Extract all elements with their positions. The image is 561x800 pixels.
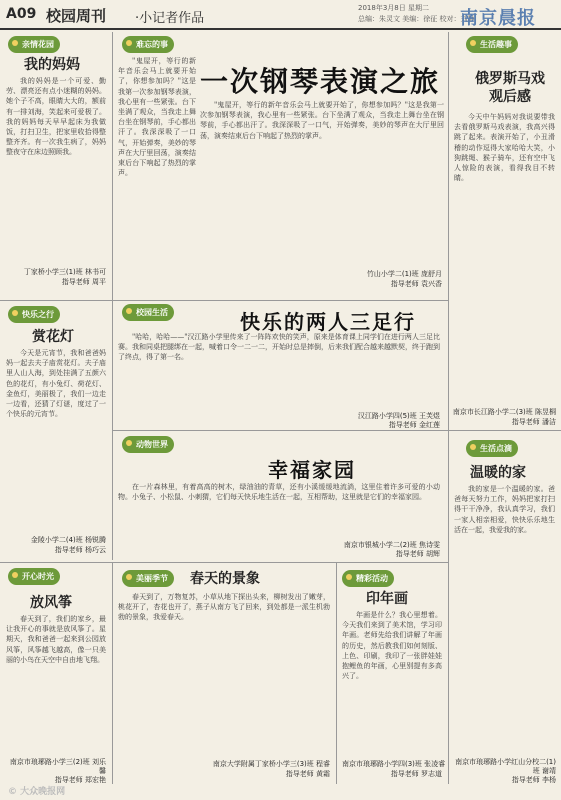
teacher-warm-home: 指导老师 李杨 xyxy=(511,776,556,784)
article-text-piano: "鬼屋开，等行的新年音乐会马上就要开始了，你想参加吗？"这是我第一次参加钢琴表演，我心里有一些紧张。台下坐满了观众，当我走上舞台坐在钢琴前，手心都出汗了。我深深吸了一口气，开始弹奏，美妙的琴声在大厅里回荡，演奏结束后台下响起了热烈的掌声。 xyxy=(118,57,196,178)
article-text-warm-home: 我的家是一个温暖的家。爸爸每天努力工作，妈妈把家打扫得干干净净，我认真学习，我们一家人相亲相爱，快快乐乐地生活在一起，我爱我的家。 xyxy=(454,485,555,534)
article-title-relay: 快乐的两人三足行 xyxy=(240,310,416,334)
teacher-kite: 指导老师 郑宏艳 xyxy=(54,776,106,784)
article-text-piano-cont: "鬼屋开，等行的新年音乐会马上就要开始了，你想参加吗？"这是我第一次参加钢琴表演，我心里有一些紧张。台下坐满了观众，当我走上舞台坐在钢琴前，手心都出汗了。我深深吸了一口气，开始弹奏，美妙的琴声在大厅里回荡，演奏结束后台下响起了热烈的掌声。 xyxy=(200,101,444,140)
section-divider xyxy=(0,300,112,301)
badge-memorable: 难忘的事 xyxy=(122,36,174,53)
article-text-circus: 今天中午妈妈对我说要带我去看俄罗斯马戏表演，我高兴得跳了起来。表演开始了，小丑滑稽的动作逗得大家哈哈大笑，小狗跳绳、猴子骑车，还有空中飞人惊险的表演，看得我目不转睛。 xyxy=(454,113,555,183)
author-new-year-print: 南京市琅琊路小学四(3)班 张凌睿 xyxy=(342,760,446,768)
article-title-piano: 一次钢琴表演之旅 xyxy=(200,65,441,98)
teacher-spring: 指导老师 黄霜 xyxy=(285,770,330,778)
column-divider xyxy=(112,32,113,300)
section-divider xyxy=(112,430,448,431)
watermark: © 大众晚报网 xyxy=(8,787,66,797)
column-divider xyxy=(448,32,449,784)
article-text-lantern-show: 今天是元宵节，我和爸爸妈妈一起去夫子庙赏花灯。夫子庙里人山人海，到处挂满了五颜六色的花灯，有小兔灯、荷花灯、金鱼灯，美丽极了，我们一边走一边看，还猜了灯谜，度过了一个快乐的元宵节。 xyxy=(6,349,106,419)
author-circus: 南京市长江路小学二(3)班 陈昱桐 xyxy=(452,408,556,416)
article-title-warm-home: 温暖的家 xyxy=(470,465,526,481)
section-title: 校园周刊 xyxy=(46,7,107,25)
subsection-title: ·小记者作品 xyxy=(135,11,205,26)
article-text-new-year-print: 年画是什么？我心里想着。今天我们来到了美术馆，学习印年画。老师先给我们讲解了年画的历史，然后教我们如何刻版、上色、印刷，我印了一张胖娃娃抱鲤鱼的年画，心里别提有多高兴了。 xyxy=(342,611,442,681)
column-divider xyxy=(336,562,337,784)
article-text-home: 在一片森林里，有着高高的树木，绿油油的青草，还有小溪缓缓地流淌，这里住着许多可爱的小动物。小兔子、小松鼠、小刺猬，它们每天快乐地生活在一起，互相帮助，这里就是它们的幸福家园。 xyxy=(118,483,440,502)
article-title-spring: 春天的景象 xyxy=(190,571,260,587)
teacher-circus: 指导老师 潘洁 xyxy=(511,418,556,426)
author-lantern-show: 金陵小学二(4)班 杨锐腾 xyxy=(30,536,106,544)
page-number: A09 xyxy=(6,6,37,22)
badge-seasons: 美丽季节 xyxy=(122,570,174,587)
section-divider xyxy=(448,430,561,431)
editor-credits: 总编：朱灵文 美编：徐征 校对：刘静 xyxy=(358,15,475,23)
badge-activities: 精彩活动 xyxy=(342,570,394,587)
section-divider xyxy=(0,562,448,563)
section-divider xyxy=(112,300,448,301)
column-divider xyxy=(112,562,113,784)
article-text-spring: 春天到了，万物复苏，小草从地下探出头来，柳树发出了嫩芽，桃花开了，杏花也开了，燕子从南方飞了回来，到处都是一派生机勃勃的景象，我爱春天。 xyxy=(118,593,330,622)
badge-happy-time: 开心时光 xyxy=(8,568,60,585)
author-kite: 南京市琅琊路小学三(2)班 刘乐馨 xyxy=(9,758,106,775)
badge-daily-life: 生活点滴 xyxy=(466,440,518,457)
teacher-piano: 指导老师 袁兴香 xyxy=(390,280,442,288)
author-piano: 竹山小学二(1)班 庞舒月 xyxy=(366,270,442,278)
article-text-kite: 春天到了，我们的家乡，最让我开心的事就是放风筝了。星期天，我和爸爸一起来到公园放风筝，风筝越飞越高，像一只美丽的小鸟在天空中自由地飞翔。 xyxy=(6,615,106,664)
badge-family: 亲情花园 xyxy=(8,36,60,53)
article-title-circus: 俄罗斯马戏观后感 xyxy=(475,71,545,105)
author-warm-home: 南京市琅琊路小学红山分校二(1)班 谢靖 xyxy=(455,758,556,775)
teacher-mom: 指导老师 周平 xyxy=(61,278,106,286)
author-mom: 丁家桥小学三(1)班 林书可 xyxy=(23,268,106,276)
newspaper-logo: 南京晨报 xyxy=(460,8,536,29)
author-spring: 南京大学附属丁家桥小学三(3)班 程睿 xyxy=(212,760,330,768)
badge-life: 生活趣事 xyxy=(466,36,518,53)
article-title-new-year-print: 印年画 xyxy=(366,591,408,607)
badge-campus: 校园生活 xyxy=(122,304,174,321)
teacher-relay: 指导老师 金红莲 xyxy=(388,421,440,429)
author-home: 南京市银城小学二(2)班 焦诗雯 xyxy=(343,541,440,549)
issue-date: 2018年3月8日 星期二 xyxy=(358,4,429,12)
article-title-home: 幸福家园 xyxy=(268,458,356,482)
article-title-mom: 我的妈妈 xyxy=(24,57,80,73)
teacher-home: 指导老师 胡辉 xyxy=(395,550,440,558)
article-title-kite: 放风筝 xyxy=(30,595,72,611)
teacher-new-year-print: 指导老师 罗志道 xyxy=(390,770,442,778)
badge-animals: 动物世界 xyxy=(122,436,174,453)
article-title-lantern-show: 赏花灯 xyxy=(32,329,74,345)
article-text-relay: "哈哈，哈哈——"汉江路小学里传来了一阵阵欢快的笑声，原来是体育课上同学们在进行两人三足比赛。我和同桌把腿绑在一起，喊着口令一二一二，开始时总是摔倒，后来我们配合越来越默契，终于跑到了终点，得了第一名。 xyxy=(118,333,440,362)
author-relay: 汉江路小学四(5)班 王芙煜 xyxy=(357,412,440,420)
teacher-lantern-show: 指导老师 杨巧云 xyxy=(54,546,106,554)
article-text-mom: 我的妈妈是一个可爱、勤劳、漂亮还有点小迷糊的妈妈。她个子不高，眼睛大大的，额前有一排刘海，笑起来可爱极了。我的妈妈每天早早起床为我做饭，打扫卫生，把家里收拾得整整齐齐。有一次我生病了，妈妈整夜守在床边照顾我。 xyxy=(6,77,106,157)
badge-happy-trip: 快乐之行 xyxy=(8,306,60,323)
